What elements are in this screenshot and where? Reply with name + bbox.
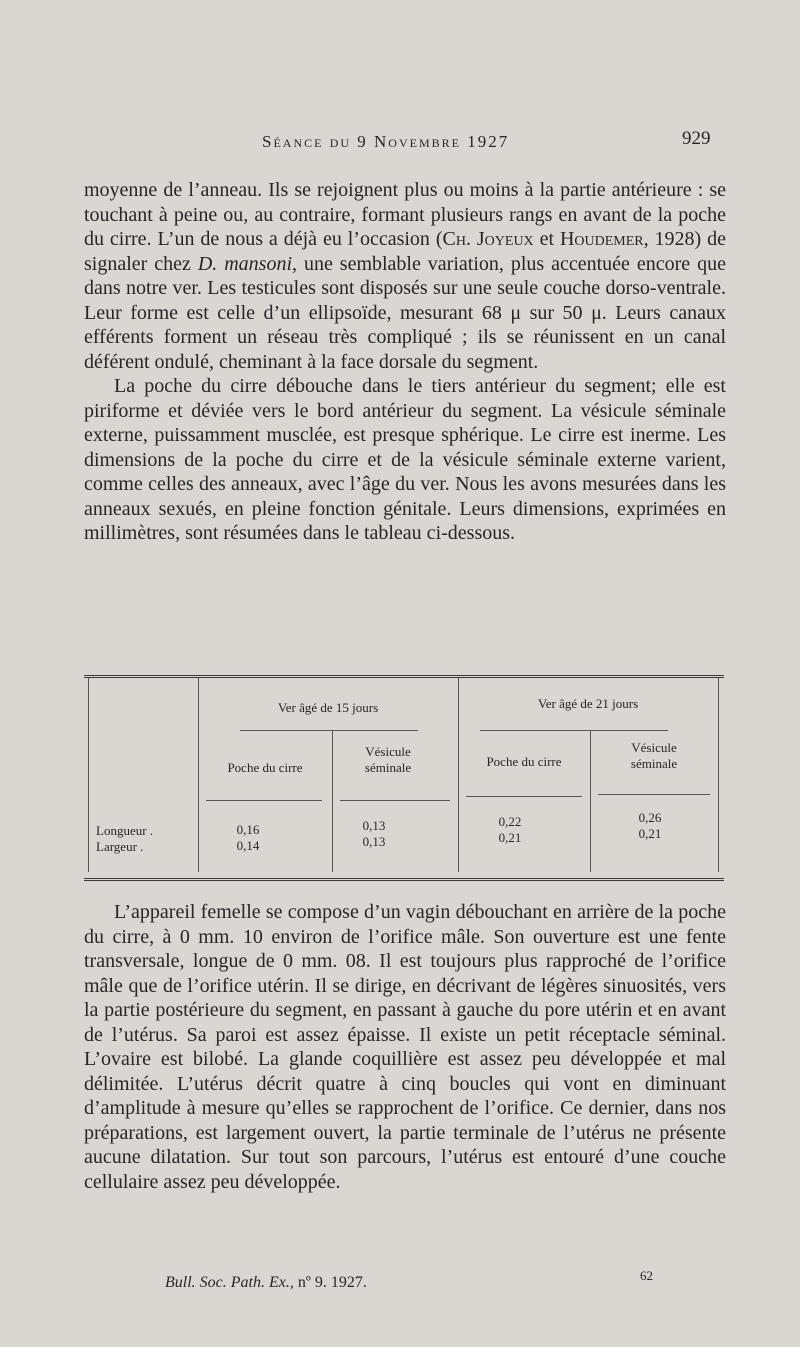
group-header-15-days: Ver âgé de 15 jours (277, 700, 379, 715)
table-cell: 0,16 (236, 822, 260, 837)
ref-author-2: Houdemer (559, 228, 644, 250)
journal-issue: , nº 9. 1927. (289, 1274, 367, 1291)
page-header (0, 126, 800, 160)
page-number: 929 (682, 128, 711, 149)
page-footer (0, 1268, 800, 1304)
ref-and: et (533, 228, 560, 250)
table-divider-sub2 (590, 730, 591, 872)
ref-author-1: Ch. Joyeux (442, 228, 534, 250)
text-block-bottom (84, 900, 726, 1194)
col-header-poche-21: Poche du cirre (486, 754, 562, 769)
paragraph-1-text-b: , une semblable variation, plus accentuée encore que dans notre ver. Les testicules sont disposés sur une seule couche dorso-ventrale. Leur forme est celle d’un ellipsoïde, mesurant 68 μ sur 50 μ. Leurs canaux efférents forment un réseau très compliqué ; ils se réunissent en un canal déférent ondulé, cheminant à la face dorsale du segment. (84, 252, 726, 373)
paragraph-2: La poche du cirre débouche dans le tiers antérieur du segment; elle est piriforme et déviée vers le bord antérieur du segment. La vésicule séminale externe, puissamment musclée, est presque sphérique. Le cirre est inerme. Les dimensions de la poche du cirre et de la vésicule séminale externe varient, comme celles des anneaux, avec l’âge du ver. Nous les avons mesurées dans les anneaux sexués, en pleine fonction génitale. Leurs dimensions, exprimées en millimètres, sont résumées dans le tableau ci-dessous. (84, 375, 726, 544)
table-divider-sub1 (332, 730, 333, 872)
table-cell: 0,13 (362, 818, 386, 833)
table-cell: 0,13 (362, 834, 386, 849)
col1-rule (206, 800, 322, 801)
table-outer-left (88, 678, 89, 872)
row-label-largeur: Largeur . (96, 839, 144, 854)
journal-citation (165, 1274, 367, 1292)
group2-rule (480, 730, 668, 731)
table-cell: 0,26 (638, 810, 662, 825)
group1-rule (240, 730, 418, 731)
col-header-vesicule-15: Vésicule séminale (364, 744, 412, 775)
row-label-longueur: Longueur . (96, 823, 154, 838)
dimensions-table (84, 675, 724, 881)
signature-mark: 62 (640, 1268, 653, 1283)
table-outer-right (718, 678, 719, 872)
running-title: Séance du 9 Novembre 1927 (262, 132, 510, 151)
table-cell: 0,21 (498, 830, 522, 845)
ref-year: , 1928) de signaler chez (84, 228, 726, 275)
journal-name: Bull. Soc. Path. Ex. (165, 1274, 290, 1291)
table-cell: 0,21 (638, 826, 662, 841)
col3-rule (466, 796, 582, 797)
col4-rule (598, 794, 710, 795)
species-name: D. mansoni (197, 252, 293, 275)
paragraph-1 (84, 178, 726, 374)
paragraph-1-text-a: moyenne de l’anneau. Ils se rejoignent plus ou moins à la partie antérieure : se touchant à peine ou, au contraire, formant plusieurs rangs en avant de la poche du cirre. L’un de nous a déjà eu l’occasion ( (84, 179, 726, 250)
text-block-top (84, 178, 726, 546)
table-cell: 0,22 (498, 814, 522, 829)
table-cell: 0,14 (236, 838, 260, 853)
col-header-vesicule-21: Vésicule séminale (630, 740, 678, 771)
col-header-poche-15: Poche du cirre (227, 760, 303, 775)
paragraph-3: L’appareil femelle se compose d’un vagin débouchant en arrière de la poche du cirre, à 0 mm. 10 environ de l’orifice mâle. Son ouverture est une fente transversale, longue de 0 mm. 08. Il est toujours plus rapproché de l’orifice mâle que de l’orifice utérin. Il se dirige, en décrivant de légères sinuosités, vers la partie postérieure du segment, en passant à gauche du pore utérin et en avant de l’utérus. Sa paroi est assez épaisse. Il existe un petit réceptacle séminal. L’ovaire est bilobé. La glande coquillière est assez peu développée et mal délimitée. L’utérus décrit quatre à cinq boucles qui vont en diminuant d’amplitude à mesure qu’elles se rapprochent de l’orifice. Ce dernier, dans nos préparations, est largement ouvert, la partie terminale de l’utérus ne présente aucune dilatation. Sur tout son parcours, l’utérus est entouré d’une couche cellulaire assez peu développée. (84, 901, 726, 1193)
col2-rule (340, 800, 450, 801)
group-header-21-days: Ver âgé de 21 jours (537, 696, 639, 711)
